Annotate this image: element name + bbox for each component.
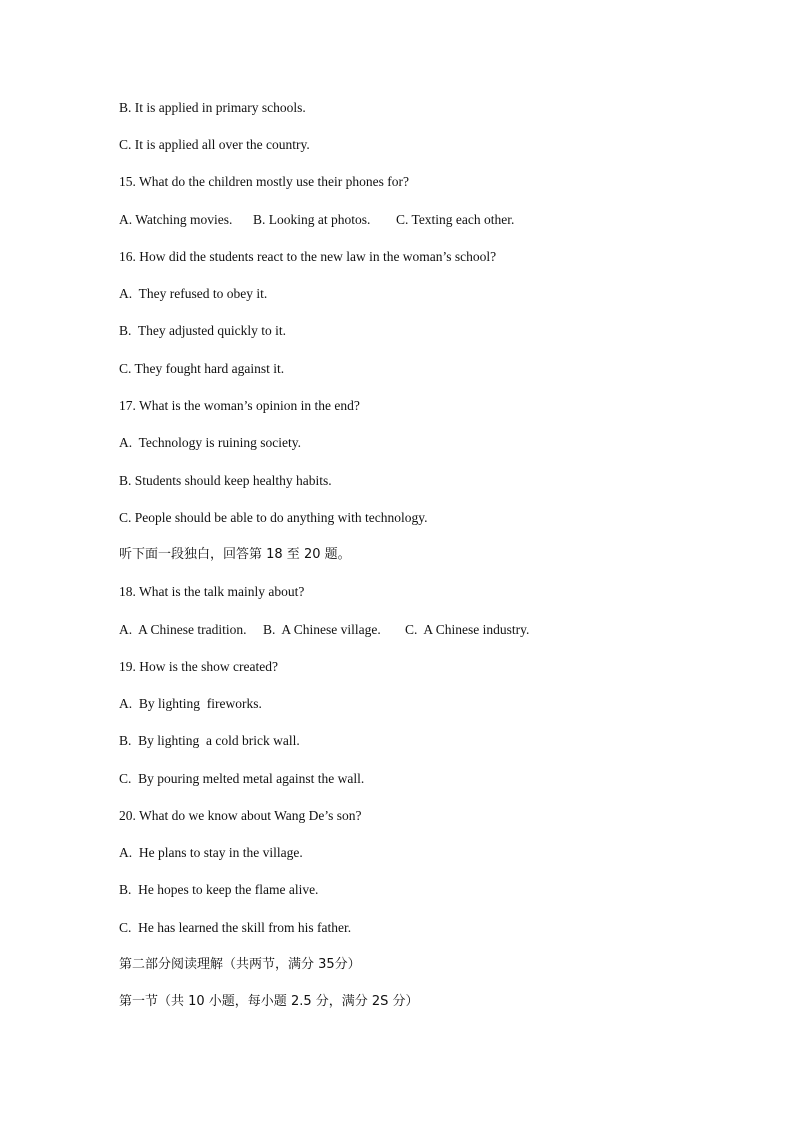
q16-option-a: A. They refused to obey it. xyxy=(119,286,268,301)
q16-option-c: C. They fought hard against it. xyxy=(119,361,285,376)
q16-option-b: B. They adjusted quickly to it. xyxy=(119,323,286,338)
option-b-line: B. It is applied in primary schools. xyxy=(119,100,306,115)
question-18: 18. What is the talk mainly about? xyxy=(119,584,305,599)
question-15: 15. What do the children mostly use their phones for? xyxy=(119,174,409,189)
q17-option-c: C. People should be able to do anything with technology. xyxy=(119,510,428,525)
q18-option-b: B. A Chinese village. xyxy=(263,622,381,637)
q17-option-b: B. Students should keep healthy habits. xyxy=(119,473,332,488)
q19-option-c: C. By pouring melted metal against the wall. xyxy=(119,771,365,786)
q19-option-b: B. By lighting a cold brick wall. xyxy=(119,733,300,748)
question-20: 20. What do we know about Wang De’s son? xyxy=(119,808,362,823)
q20-option-c: C. He has learned the skill from his father. xyxy=(119,920,352,935)
q18-option-a: A. A Chinese tradition. xyxy=(119,622,247,637)
section-instruction: 听下面一段独白，回答第 18 至 20 题。 xyxy=(119,547,351,562)
question-16: 16. How did the students react to the new law in the woman’s school? xyxy=(119,249,497,264)
part-two-heading: 第二部分阅读理解（共两节，满分 35分） xyxy=(119,957,361,972)
q15-option-a: A. Watching movies. xyxy=(119,212,233,227)
section-one-heading: 第一节（共 10 小题，每小题 2.5 分，满分 2S 分） xyxy=(119,994,419,1009)
q19-option-a: A. By lighting fireworks. xyxy=(119,696,262,711)
q15-option-b: B. Looking at photos. xyxy=(253,212,371,227)
q20-option-b: B. He hopes to keep the flame alive. xyxy=(119,882,319,897)
option-c-line: C. It is applied all over the country. xyxy=(119,137,310,152)
q18-option-c: C. A Chinese industry. xyxy=(405,622,530,637)
q20-option-a: A. He plans to stay in the village. xyxy=(119,845,303,860)
q15-option-c: C. Texting each other. xyxy=(396,212,515,227)
q17-option-a: A. Technology is ruining society. xyxy=(119,435,302,450)
question-19: 19. How is the show created? xyxy=(119,659,278,674)
question-17: 17. What is the woman’s opinion in the end? xyxy=(119,398,360,413)
